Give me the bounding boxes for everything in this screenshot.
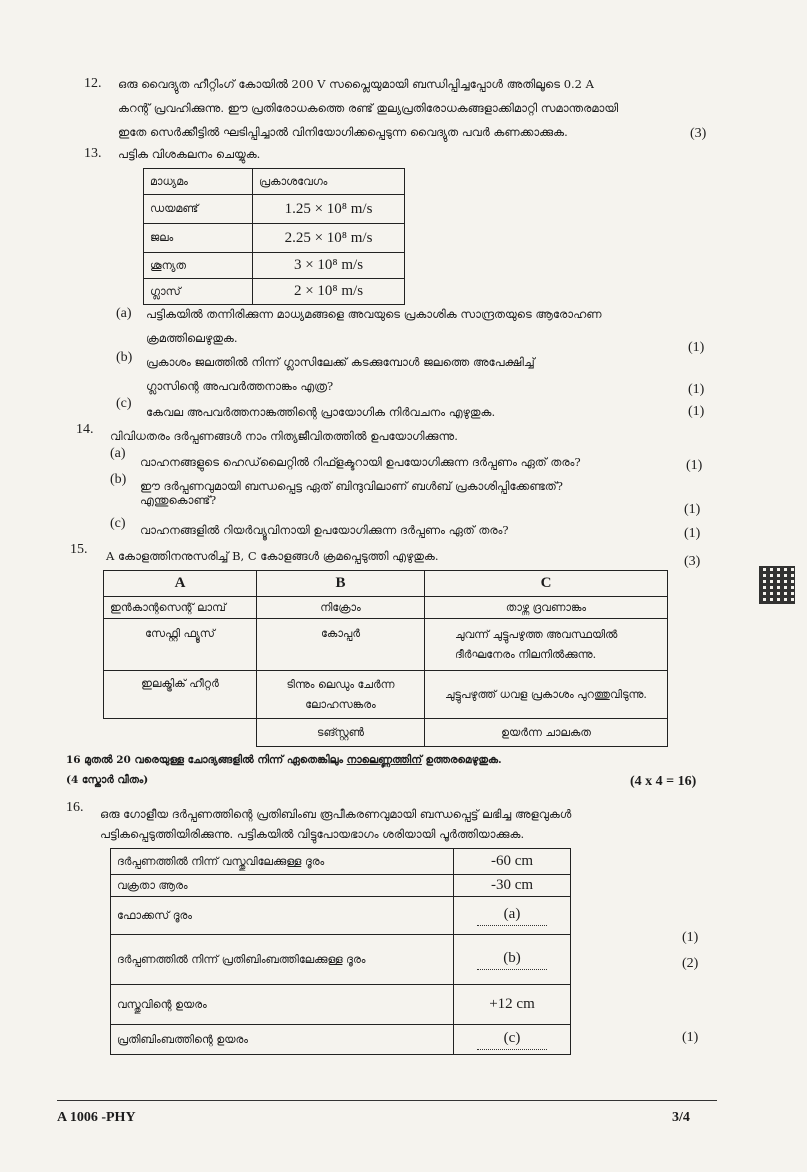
q16-r4-value: (b) [477, 950, 547, 970]
q14b-label: (b) [110, 472, 127, 487]
q13-row4-speed: 2 × 10⁸ m/s [253, 279, 405, 305]
q16-r5-value: +12 cm [454, 985, 571, 1025]
q13-header-speed: പ്രകാശവേഗം [253, 169, 405, 195]
section-instruction-underlined: നാലെണ്ണത്തിന് [346, 754, 422, 766]
q15-r2-c: ചുവന്ന് ചുട്ടുപഴുത്ത അവസ്ഥയിൽ ദീർഘനേരം നിലനിൽക്കുന്നു. [425, 619, 668, 671]
section-total: (4 x 4 = 16) [630, 774, 697, 789]
q13-row2-speed: 2.25 × 10⁸ m/s [253, 224, 405, 253]
q13b-marks: (1) [688, 382, 705, 397]
q16-mirror-table [110, 848, 571, 1055]
q16-r1-label: ദർപ്പണത്തിൽ നിന്ന് വസ്തുവിലേക്കുള്ള ദൂരം [111, 849, 454, 875]
q14a-marks: (1) [686, 458, 703, 473]
q13b-line2: ഗ്ലാസിന്റെ അപവർത്തനാങ്കം എത്ര? [146, 379, 334, 393]
q16-number: 16. [66, 800, 84, 815]
footer-page-number: 3/4 [672, 1110, 690, 1125]
q16-r4-cell [454, 935, 571, 985]
q13-row1-medium: ഡയമണ്ട് [144, 195, 253, 224]
q16-r3-label: ഫോക്കസ് ദൂരം [111, 897, 454, 935]
q13c-marks: (1) [688, 404, 705, 419]
q12-line2: കറന്റ് പ്രവഹിക്കുന്നു. ഈ പ്രതിരോധകത്തെ രണ്ട് തുല്യപ്രതിരോധകങ്ങളാക്കിമാറ്റി സമാന്തരമായി [118, 101, 619, 115]
qr-code-icon [759, 566, 795, 604]
q15-r3-b: ടിന്നും ലെഡും ചേർന്ന ലോഹസങ്കരം [257, 671, 425, 719]
q15-r3-c: ചുട്ടുപഴുത്ത് ധവള പ്രകാശം പുറത്തുവിടുന്നു. [425, 671, 668, 719]
section-instruction-pre: 16 മുതൽ 20 വരെയുള്ള ചോദ്യങ്ങളിൽ നിന്ന് ഏതെങ്കിലും [66, 754, 347, 766]
q13a-label: (a) [116, 306, 132, 321]
q16-r5-label: വസ്തുവിന്റെ ഉയരം [111, 985, 454, 1025]
q14-intro: വിവിധതരം ദർപ്പണങ്ങൾ നാം നിത്യജീവിതത്തിൽ ഉപയോഗിക്കുന്നു. [110, 429, 458, 443]
q14a-label: (a) [110, 446, 126, 461]
q14-number: 14. [76, 422, 94, 437]
q13-header-medium: മാധ്യമം [144, 169, 253, 195]
q12-line3: ഇതേ സെർക്കീട്ടിൽ ഘടിപ്പിച്ചാൽ വിനിയോഗിക്കപ്പെടുന്ന വൈദ്യുത പവർ കണക്കാക്കുക. [118, 125, 568, 139]
q13-intro: പട്ടിക വിശകലനം ചെയ്യുക. [118, 147, 261, 161]
q16-r2-label: വക്രതാ ആരം [111, 875, 454, 897]
q14a-line1: വാഹനങ്ങളുടെ ഹെഡ്‌ലൈറ്റിൽ റിഫ്ളക്ടറായി ഉപയോഗിക്കുന്ന ദർപ്പണം ഏത് തരം? [140, 455, 581, 469]
q15-marks: (3) [684, 554, 701, 569]
q15-r4-b: ടങ്സ്റ്റൺ [257, 719, 425, 747]
q13c-line1: കേവല അപവർത്തനാങ്കത്തിന്റെ പ്രായോഗിക നിർവചനം എഴുതുക. [146, 405, 496, 419]
q14b-line1: ഈ ദർപ്പണവുമായി ബന്ധപ്പെട്ട ഏത് ബിന്ദുവിലാണ് ബൾബ് പ്രകാശിപ്പിക്കേണ്ടത്? [140, 479, 563, 493]
q14b-marks: (1) [684, 502, 701, 517]
q13-row3-speed: 3 × 10⁸ m/s [253, 253, 405, 279]
q16-marks-b: (2) [682, 956, 699, 971]
q16-r3-value: (a) [477, 906, 547, 926]
q13a-line2: ക്രമത്തിലെഴുതുക. [146, 331, 238, 345]
q15-r2-a: സേഫ്റ്റി ഫ്യൂസ് [104, 619, 257, 671]
q12-marks: (3) [690, 126, 707, 141]
section-instruction [66, 748, 666, 772]
q16-marks-a: (1) [682, 930, 699, 945]
footer-code: A 1006 -PHY [57, 1110, 136, 1125]
q15-intro: A കോളത്തിനനുസരിച്ച് B, C കോളങ്ങൾ ക്രമപ്പെടുത്തി എഴുതുക. [106, 549, 439, 563]
q12-number: 12. [84, 76, 102, 91]
q15-r4-a [104, 719, 257, 747]
q13a-marks: (1) [688, 340, 705, 355]
q15-r4-c: ഉയർന്ന ചാലകത [425, 719, 668, 747]
section-score: (4 സ്കോർ വീതം) [66, 774, 149, 786]
q15-r2-b: കോപ്പർ [257, 619, 425, 671]
q13b-line1: പ്രകാശം ജലത്തിൽ നിന്ന് ഗ്ലാസിലേക്ക് കടക്കുമ്പോൾ ജലത്തെ അപേക്ഷിച്ച് [146, 355, 535, 369]
q16-marks-c: (1) [682, 1030, 699, 1045]
q13-speed-table [143, 168, 405, 305]
q16-r6-value: (c) [477, 1030, 547, 1050]
q16-r1-value: -60 cm [454, 849, 571, 875]
q15-r1-b: നിക്രോം [257, 597, 425, 619]
q14c-marks: (1) [684, 526, 701, 541]
q16-line1: ഒരു ഗോളീയ ദർപ്പണത്തിന്റെ പ്രതിബിംബ രൂപീകരണവുമായി ബന്ധപ്പെട്ട് ലഭിച്ച അളവുകൾ [100, 807, 572, 821]
q14c-label: (c) [110, 516, 126, 531]
q16-r6-label: പ്രതിബിംബത്തിന്റെ ഉയരം [111, 1025, 454, 1055]
q15-r1-a: ഇൻകാന്റസെന്റ് ലാമ്പ് [104, 597, 257, 619]
q13-row3-medium: ശൂന്യത [144, 253, 253, 279]
q15-r3-a: ഇലക്ട്രിക് ഹീറ്റർ [104, 671, 257, 719]
q13-row4-medium: ഗ്ലാസ് [144, 279, 253, 305]
q16-r4-label: ദർപ്പണത്തിൽ നിന്ന് പ്രതിബിംബത്തിലേക്കുള്ള ദൂരം [111, 935, 454, 985]
q16-line2: പട്ടികപ്പെടുത്തിയിരിക്കുന്നു. പട്ടികയിൽ വിട്ടുപോയഭാഗം ശരിയായി പൂർത്തിയാക്കുക. [100, 827, 525, 841]
q13b-label: (b) [116, 350, 133, 365]
q16-r2-value: -30 cm [454, 875, 571, 897]
q13a-line1: പട്ടികയിൽ തന്നിരിക്കുന്ന മാധ്യമങ്ങളെ അവയുടെ പ്രകാശിക സാന്ദ്രതയുടെ ആരോഹണ [146, 307, 602, 321]
q15-header-a: A [104, 571, 257, 597]
q13c-label: (c) [116, 396, 132, 411]
q15-number: 15. [70, 542, 88, 557]
q15-header-c: C [425, 571, 668, 597]
q13-row1-speed: 1.25 × 10⁸ m/s [253, 195, 405, 224]
q12-line1: ഒരു വൈദ്യുത ഹീറ്റിംഗ് കോയിൽ 200 V സപ്ലൈയുമായി ബന്ധിപ്പിച്ചപ്പോൾ അതിലൂടെ 0.2 A [118, 77, 594, 91]
q15-header-b: B [257, 571, 425, 597]
q15-match-table [103, 570, 668, 747]
q13-row2-medium: ജലം [144, 224, 253, 253]
q16-r3-cell [454, 897, 571, 935]
section-instruction-post: ഉത്തരമെഴുതുക. [421, 754, 502, 766]
q14c-line1: വാഹനങ്ങളിൽ റിയർവ്യൂവിനായി ഉപയോഗിക്കുന്ന ദർപ്പണം ഏത് തരം? [140, 523, 509, 537]
q15-r1-c: താഴ്ന്ന ദ്രവണാങ്കം [425, 597, 668, 619]
q14b-line2: എന്തുകൊണ്ട്? [140, 493, 217, 507]
q16-r6-cell [454, 1025, 571, 1055]
q13-number: 13. [84, 146, 102, 161]
footer-divider [57, 1100, 717, 1101]
